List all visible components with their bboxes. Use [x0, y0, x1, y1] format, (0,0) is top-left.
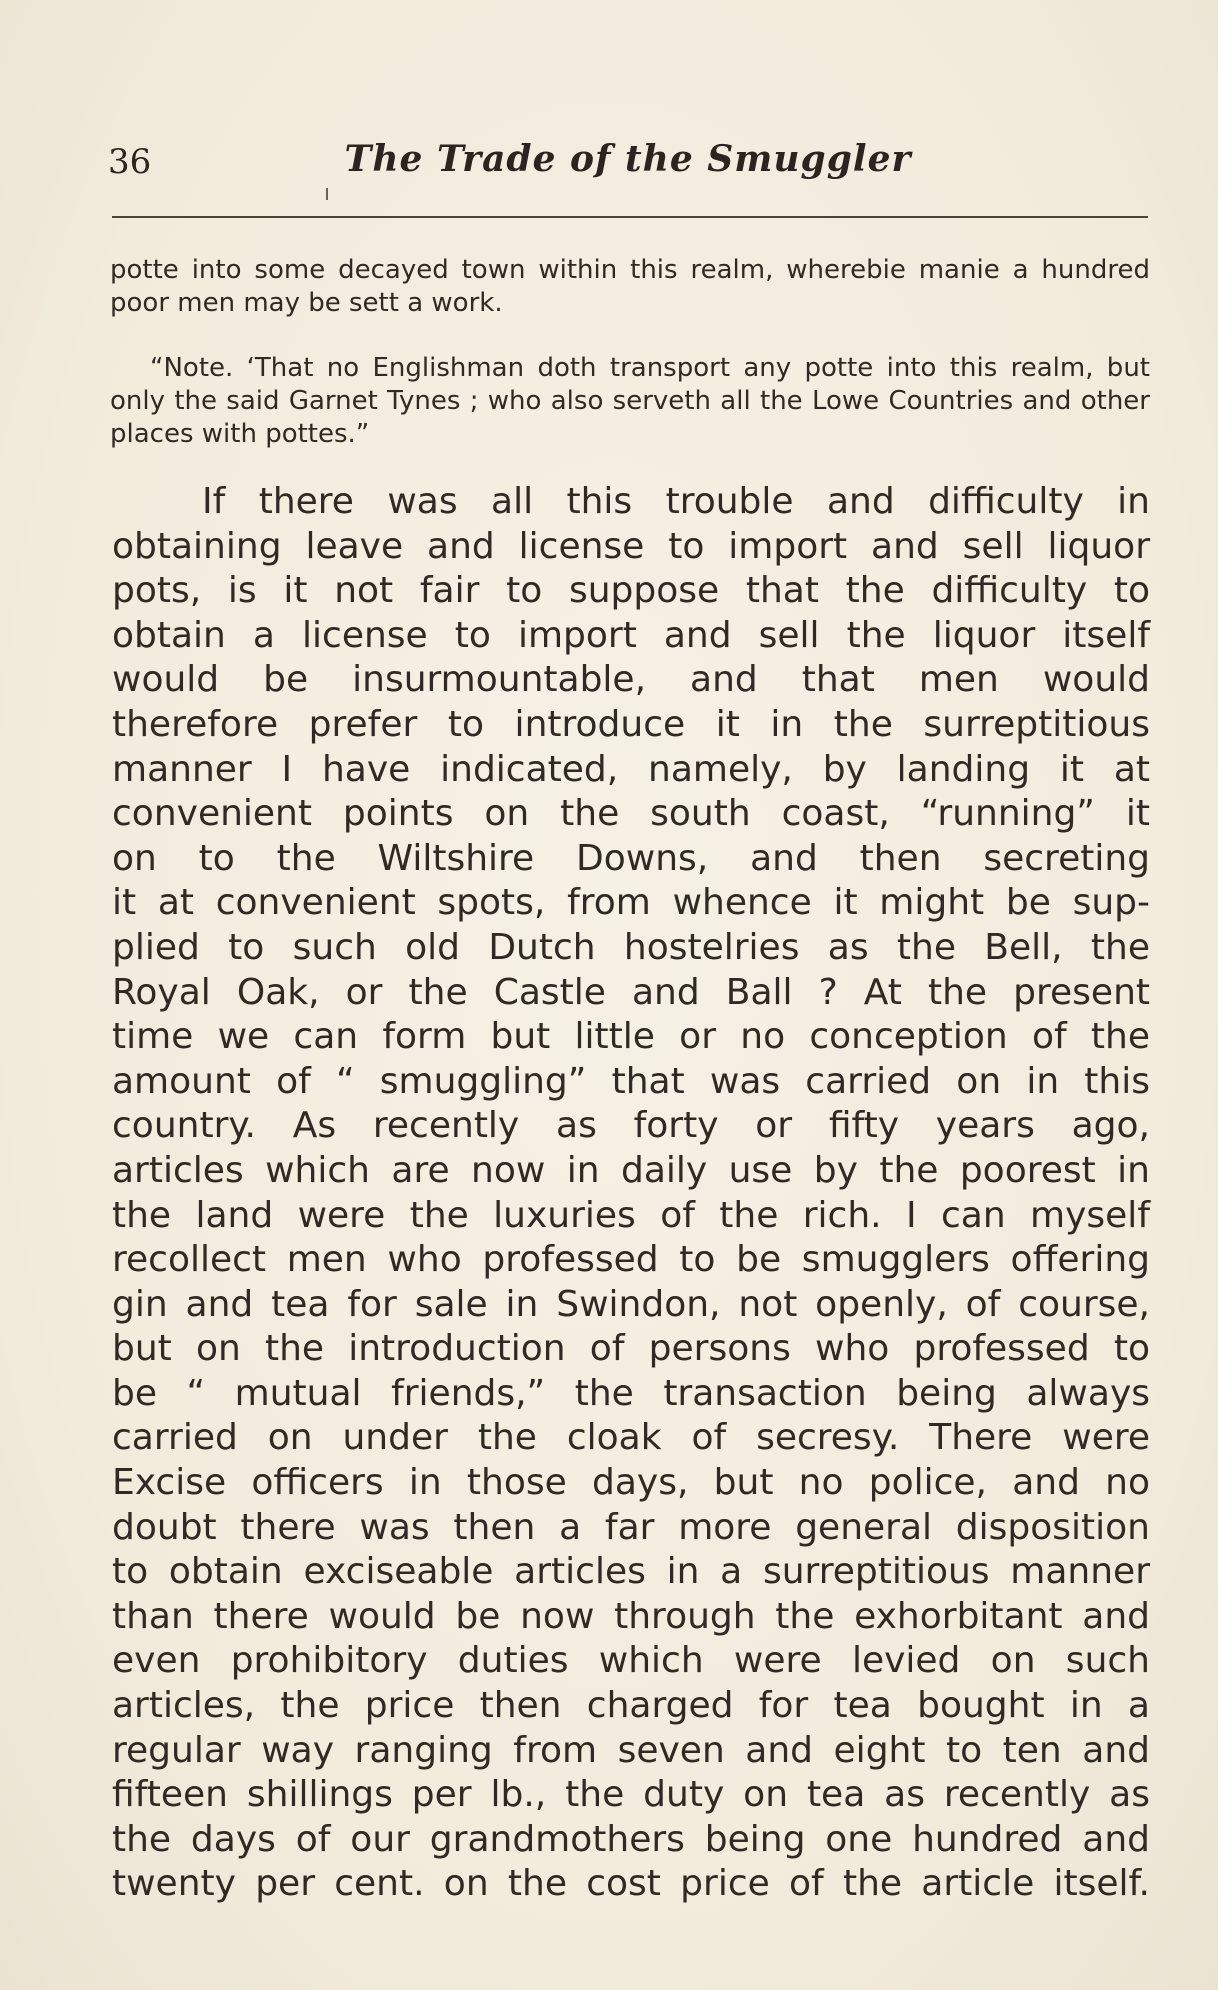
body-line: plied to such old Dutch hostelries as the Bell, the: [112, 926, 1150, 968]
body-line: Excise officers in those days, but no police, and no: [112, 1462, 1150, 1504]
body-line: obtaining leave and license to import and sell liquor: [112, 525, 1150, 567]
body-line: therefore prefer to introduce it in the surreptitious: [112, 703, 1150, 745]
body-line: articles which are now in daily use by the poorest in: [112, 1149, 1150, 1191]
page-number: 36: [108, 142, 152, 182]
body-line: fifteen shillings per lb., the duty on tea as recently as: [112, 1774, 1150, 1816]
body-line: to obtain exciseable articles in a surreptitious manner: [112, 1551, 1150, 1593]
body-line: doubt there was then a far more general disposition: [112, 1506, 1150, 1548]
body-line: articles, the price then charged for tea bought in a: [112, 1685, 1150, 1727]
body-line: recollect men who professed to be smugglers offering: [112, 1239, 1150, 1281]
body-line: carried on under the cloak of secresy. There were: [112, 1417, 1150, 1459]
body-line: country. As recently as forty or fifty years ago,: [112, 1105, 1150, 1147]
body-line: obtain a license to import and sell the liquor itself: [112, 614, 1150, 656]
body-line: time we can form but little or no conception of the: [112, 1016, 1150, 1058]
body-line: regular way ranging from seven and eight to ten and: [112, 1729, 1150, 1771]
body-line: on to the Wiltshire Downs, and then secreting: [112, 837, 1150, 879]
quoted-note: “Note. ‘That no Englishman doth transport any potte into this realm, but only the said Garnet Tynes ; who also serveth all the Lowe Countries and other places with pottes.”: [110, 353, 1150, 449]
body-line: If there was all this trouble and difficulty in: [202, 481, 1150, 522]
body-line: but on the introduction of persons who professed to: [112, 1328, 1150, 1370]
body-paragraph: [112, 480, 1150, 1907]
page-header: [108, 138, 1148, 198]
body-line: be “ mutual friends,” the transaction being always: [112, 1372, 1150, 1414]
body-line: manner I have indicated, namely, by landing it at: [112, 748, 1150, 790]
body-line: the days of our grandmothers being one hundred and: [112, 1818, 1150, 1860]
running-title: The Trade of the Smuggler: [344, 138, 912, 180]
body-line: than there would be now through the exhorbitant and: [112, 1595, 1150, 1637]
body-line: gin and tea for sale in Swindon, not openly, of course,: [112, 1283, 1150, 1325]
body-line: twenty per cent. on the cost price of the article itself.: [112, 1863, 1150, 1905]
header-rule: [112, 216, 1148, 218]
header-rule-mark: [326, 188, 328, 200]
quoted-passage: potte into some decayed town within this realm, wherebie manie a hundred poor men may be sett a work.: [110, 255, 1150, 318]
body-line: pots, is it not fair to suppose that the difficulty to: [112, 570, 1150, 612]
body-line: would be insurmountable, and that men would: [112, 659, 1150, 701]
body-line: amount of “ smuggling” that was carried on in this: [112, 1060, 1150, 1102]
body-line: Royal Oak, or the Castle and Ball ? At the present: [112, 971, 1150, 1013]
body-line: it at convenient spots, from whence it might be sup-: [112, 882, 1150, 924]
body-line: even prohibitory duties which were levied on such: [112, 1640, 1150, 1682]
body-line: the land were the luxuries of the rich. I can myself: [112, 1194, 1150, 1236]
body-line: convenient points on the south coast, “running” it: [112, 793, 1150, 835]
